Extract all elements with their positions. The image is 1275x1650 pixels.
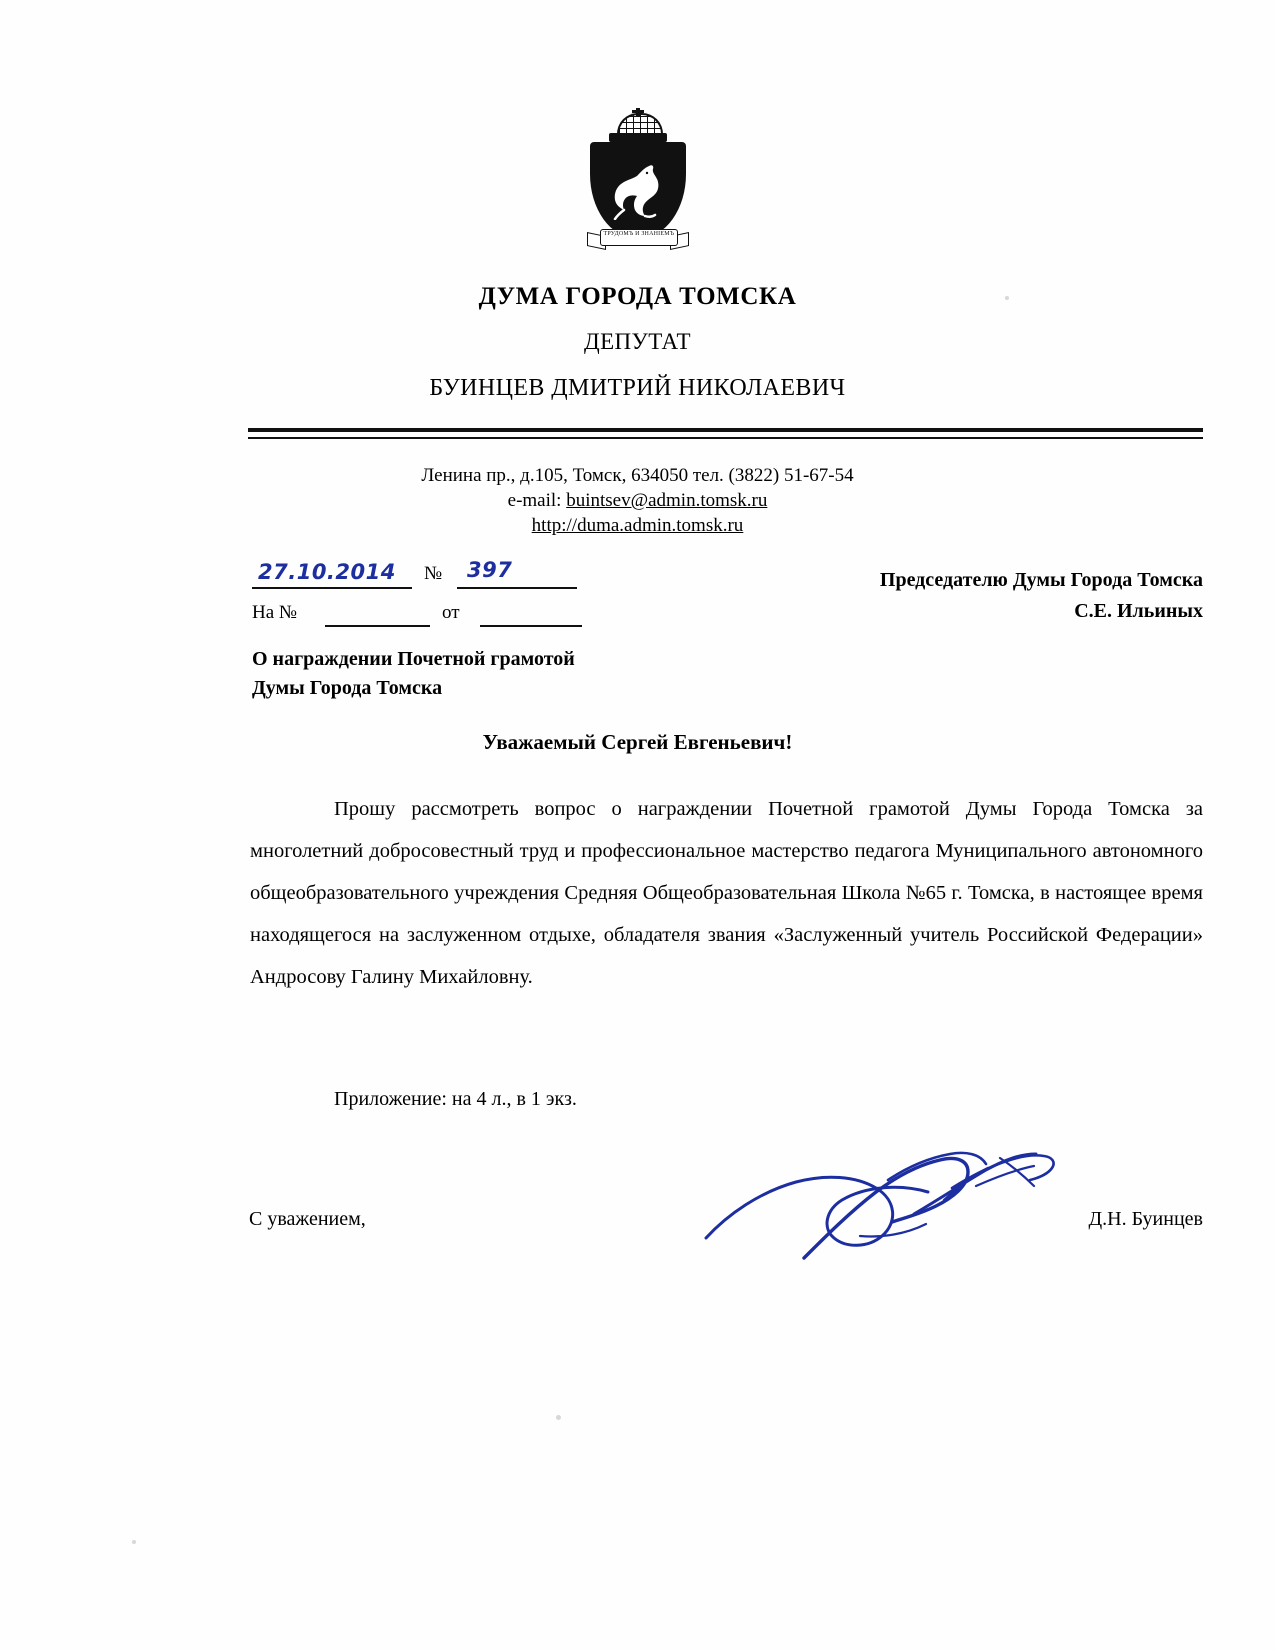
signer-name: Д.Н. Буинцев xyxy=(1088,1208,1203,1230)
deputy-name: БУИНЦЕВ ДМИТРИЙ НИКОЛАЕВИЧ xyxy=(429,375,846,401)
motto-ribbon xyxy=(587,226,689,250)
closing-phrase: С уважением, xyxy=(249,1208,366,1230)
outgoing-number-handwritten: 397 xyxy=(467,558,513,582)
motto-text: ТРУДОМЪ И ЗНАНІЕМЪ xyxy=(603,231,675,237)
scan-artifact xyxy=(556,1415,561,1420)
handwritten-signature xyxy=(700,1140,1080,1270)
email-line xyxy=(0,488,1275,513)
horse-icon xyxy=(603,160,669,220)
attachment-note: Приложение: на 4 л., в 1 экз. xyxy=(334,1088,577,1110)
scan-artifact xyxy=(1005,296,1009,300)
subject-line-2: Думы Города Томска xyxy=(252,677,443,699)
postal-address: Ленина пр., д.105, Томск, 634050 тел. (3822) 51-67-54 xyxy=(421,465,854,486)
subject-block xyxy=(252,645,575,703)
addressee-name: С.Е. Ильиных xyxy=(1074,600,1203,622)
number-label: № xyxy=(424,563,443,584)
subject-line-1: О награждении Почетной грамотой xyxy=(252,648,575,670)
reference-block xyxy=(252,560,612,632)
body-paragraph: Прошу рассмотреть вопрос о награждении Почетной грамотой Думы Города Томска за многолетний добросовестный труд и профессиональное мастерство педагога Муниципального автономного общеобразовательного учреждения Средняя Общеобразовательная Школа №65 г. Томска, в настоящее время находящегося на заслуженном отдыхе, обладателя звания «Заслуженный учитель Российской Федерации» Андросову Галину Михайловну. xyxy=(250,798,1203,988)
incoming-number-label: На № xyxy=(252,602,298,623)
scan-artifact xyxy=(132,1540,136,1544)
addressee-position: Председателю Думы Города Томска xyxy=(879,569,1203,591)
outgoing-date-handwritten: 27.10.2014 xyxy=(258,560,396,584)
position-title: ДЕПУТАТ xyxy=(584,329,691,354)
salutation: Уважаемый Сергей Евгеньевич! xyxy=(482,730,793,754)
header-rule-thick xyxy=(248,428,1203,432)
incoming-date-label: от xyxy=(442,602,460,623)
organization-title: ДУМА ГОРОДА ТОМСКА xyxy=(478,283,797,310)
website-link[interactable]: http://duma.admin.tomsk.ru xyxy=(531,515,744,536)
coat-of-arms-icon xyxy=(579,108,697,266)
crown-icon xyxy=(609,112,667,142)
header-rule-thin xyxy=(248,437,1203,439)
addressee-block xyxy=(880,565,1203,627)
contact-block xyxy=(0,463,1275,538)
emblem-container xyxy=(0,108,1275,266)
email-label: e-mail: xyxy=(507,490,562,511)
email-link[interactable]: buintsev@admin.tomsk.ru xyxy=(566,490,768,511)
